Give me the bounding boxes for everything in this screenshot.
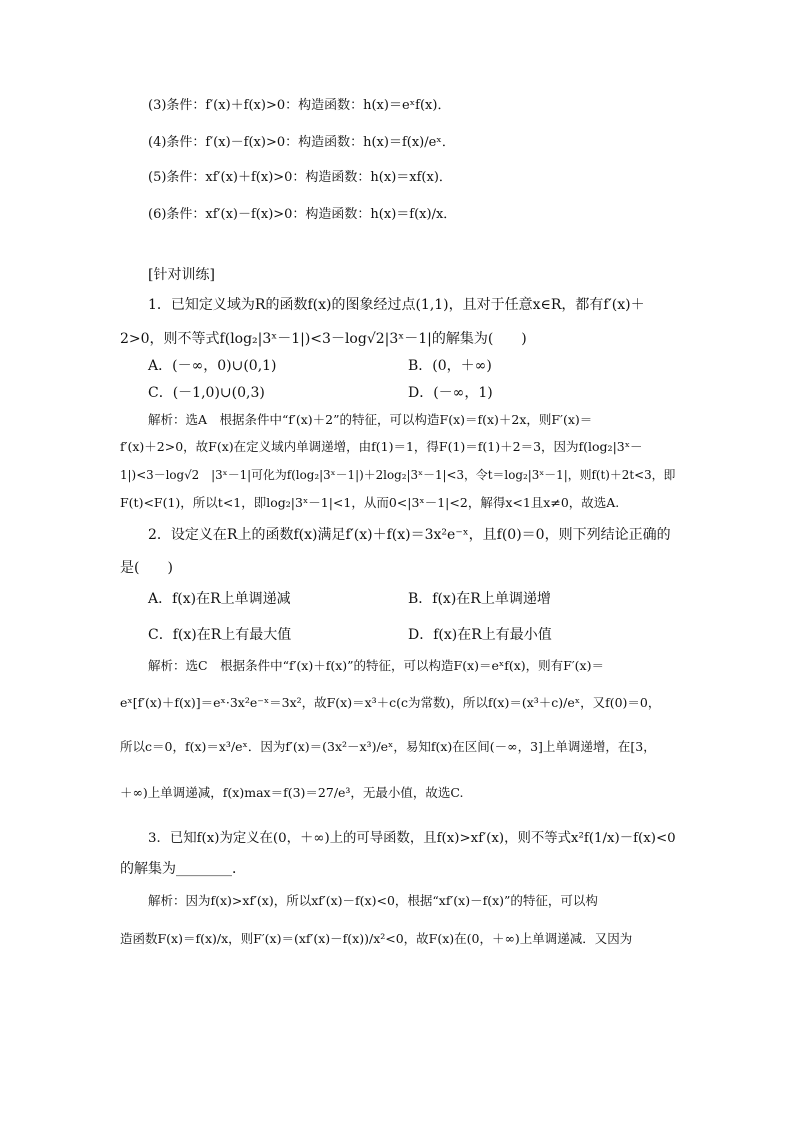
section-title: [针对训练]: [148, 267, 215, 283]
q2-solution-line-4: ＋∞)上单调递减，f(x)max＝f(3)＝27/e³，无最小值，故选C.: [120, 785, 464, 800]
condition-4: (4)条件：f′(x)－f(x)>0：构造函数：h(x)＝f(x)/eˣ．: [148, 135, 455, 150]
q1-stem-line-2: 2>0，则不等式f(log₂|3ˣ－1|)<3－log√2|3ˣ－1|的解集为( ): [120, 331, 527, 347]
q2-option-c: C．f(x)在R上有最大值: [148, 627, 292, 643]
condition-5: (5)条件：xf′(x)＋f(x)>0：构造函数：h(x)＝xf(x)．: [148, 170, 452, 185]
q2-stem-line-1: 2．设定义在R上的函数f(x)满足f′(x)＋f(x)＝3x²e⁻ˣ，且f(0)＝0，则下列结论正确的: [148, 527, 671, 543]
q2-solution-line-1: 解析：选C 根据条件中“f′(x)＋f(x)”的特征，可以构造F(x)＝eˣf(x)，则有F′(x)＝: [148, 658, 604, 673]
q1-stem-line-1: 1．已知定义域为R的函数f(x)的图象经过点(1,1)，且对于任意x∈R，都有f′(x)＋: [148, 297, 645, 313]
q1-solution-line-4: F(t)<F(1)，所以t<1，即log₂|3ˣ－1|<1，从而0<|3ˣ－1|<2，解得x<1且x≠0，故选A.: [120, 495, 620, 510]
q2-option-a: A．f(x)在R上单调递减: [148, 591, 291, 607]
q2-solution-line-2: eˣ[f′(x)＋f(x)]＝eˣ·3x²e⁻ˣ＝3x²，故F(x)＝x³＋c(c为常数)，所以f(x)＝(x³＋c)/eˣ，又f(0)＝0，: [120, 695, 661, 710]
q2-option-d: D．f(x)在R上有最小值: [408, 627, 552, 643]
q1-solution-line-1: 解析：选A 根据条件中“f′(x)＋2”的特征，可以构造F(x)＝f(x)＋2x，则F′(x)＝: [148, 412, 593, 427]
q1-option-c: C．(－1,0)∪(0,3): [148, 385, 265, 401]
q3-stem-line-2: 的解集为________．: [120, 861, 246, 877]
q1-option-a: A．(－∞，0)∪(0,1): [148, 358, 277, 374]
q1-solution-line-2: f′(x)＋2>0，故F(x)在定义域内单调递增，由f(1)＝1，得F(1)＝f(1)＋2＝3，因为f(log₂|3ˣ－: [120, 439, 643, 454]
q1-solution-line-3: 1|)<3－log√2 |3ˣ－1|可化为f(log₂|3ˣ－1|)＋2log₂|3ˣ－1|<3，令t＝log₂|3ˣ－1|，则f(t)＋2t<3，即: [120, 468, 676, 482]
q1-option-d: D．(－∞，1): [408, 385, 493, 401]
condition-6: (6)条件：xf′(x)－f(x)>0：构造函数：h(x)＝f(x)/x．: [148, 207, 457, 222]
q3-solution-line-1: 解析：因为f(x)>xf′(x)，所以xf′(x)－f(x)<0，根据“xf′(x)－f(x)”的特征，可以构: [148, 893, 598, 908]
q2-stem-line-2: 是( ): [120, 560, 173, 576]
q2-solution-line-3: 所以c＝0，f(x)＝x³/eˣ．因为f′(x)＝(3x²－x³)/eˣ，易知f(x)在区间(－∞，3]上单调递增，在[3，: [120, 739, 656, 754]
condition-3: (3)条件：f′(x)＋f(x)>0：构造函数：h(x)＝eˣf(x)．: [148, 98, 451, 113]
q1-option-b: B．(0，＋∞): [408, 358, 492, 374]
q3-stem-line-1: 3．已知f(x)为定义在(0，＋∞)上的可导函数，且f(x)>xf′(x)，则不等式x²f(1/x)－f(x)<0: [148, 831, 676, 846]
q2-option-b: B．f(x)在R上单调递增: [408, 591, 551, 607]
q3-solution-line-2: 造函数F(x)＝f(x)/x，则F′(x)＝(xf′(x)－f(x))/x²<0，故F(x)在(0，＋∞)上单调递减．又因为: [120, 931, 633, 946]
